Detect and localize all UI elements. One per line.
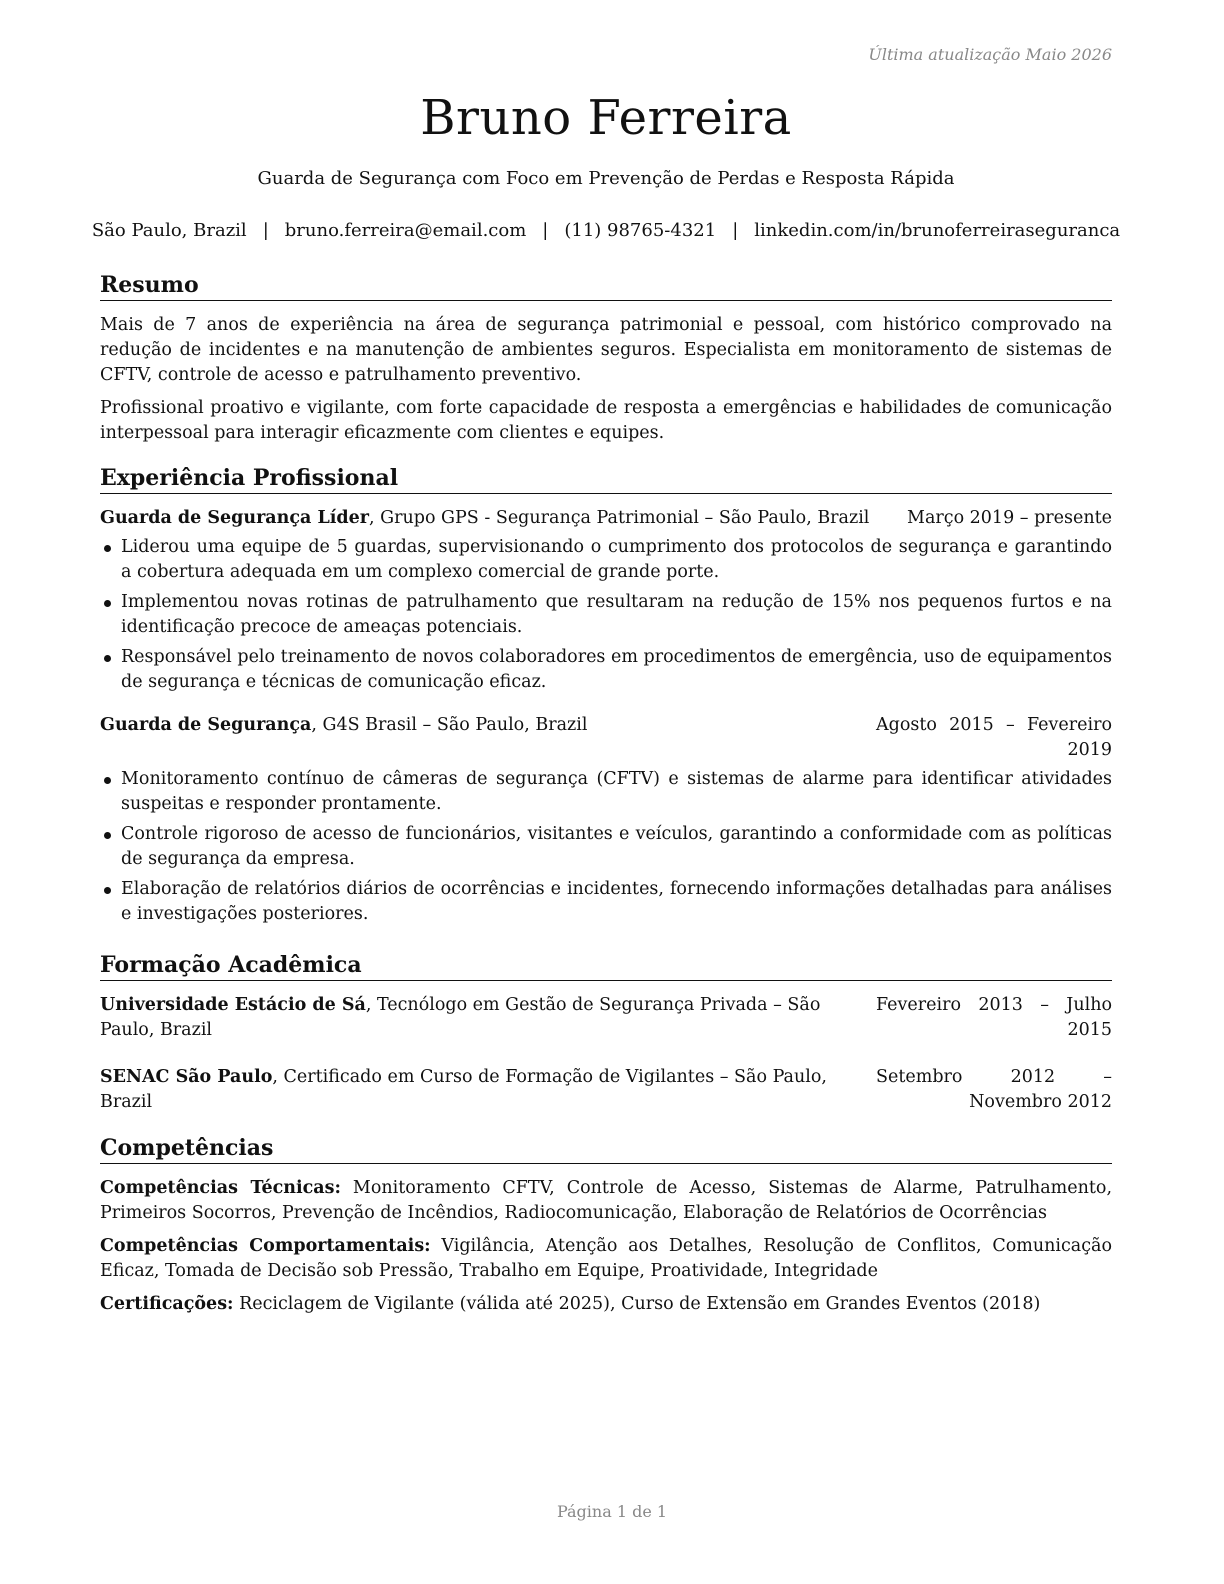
- education-detail: , Tecnólogo em Gestão de Segurança Privada – São Paulo, Brazil: [100, 995, 821, 1040]
- contact-separator: |: [542, 220, 549, 241]
- skill-text: Reciclagem de Vigilante (válida até 2025), Curso de Extensão em Grandes Eventos (2018): [233, 1294, 1041, 1314]
- summary-section: [100, 271, 1112, 454]
- list-item: Monitoramento contínuo de câmeras de segurança (CFTV) e sistemas de alarme para identificar atividades suspeitas e responder prontamente.: [100, 767, 1112, 817]
- summary-paragraph: Mais de 7 anos de experiência na área de segurança patrimonial e pessoal, com histórico comprovado na redução de incidentes e na manutenção de ambientes seguros. Especialista em monitoramento de sistemas de CFTV, controle de acesso e patrulhamento preventivo.: [100, 315, 1112, 385]
- skill-group: [100, 1234, 1112, 1284]
- skill-group: [100, 1176, 1112, 1226]
- section-title-experience: Experiência Profissional: [100, 464, 1112, 494]
- job-entry: [100, 713, 1112, 927]
- job-role: Guarda de Segurança Líder: [100, 508, 370, 528]
- list-item: Responsável pelo treinamento de novos colaboradores em procedimentos de emergência, uso de equipamentos de segurança e técnicas de comunicação eficaz.: [100, 645, 1112, 695]
- education-section: [100, 951, 1112, 1119]
- job-header: [100, 713, 1112, 763]
- list-item: Controle rigoroso de acesso de funcionários, visitantes e veículos, garantindo a conformidade com as políticas de segurança da empresa.: [100, 822, 1112, 872]
- education-entry: [100, 1065, 1112, 1115]
- bullet-icon: [104, 655, 111, 662]
- contact-line: [60, 219, 1152, 243]
- job-employer: , G4S Brasil – São Paulo, Brazil: [311, 715, 588, 735]
- section-title-summary: Resumo: [100, 271, 1112, 301]
- job-header: [100, 506, 1112, 531]
- skills-section: [100, 1134, 1112, 1325]
- last-updated: Última atualização Maio 2026: [868, 45, 1112, 64]
- contact-linkedin[interactable]: linkedin.com/in/brunoferreiraseguranca: [754, 220, 1121, 241]
- experience-section: [100, 464, 1112, 937]
- education-detail: , Certificado em Curso de Formação de Vigilantes – São Paulo, Brazil: [100, 1067, 827, 1112]
- education-institution: SENAC São Paulo: [100, 1067, 273, 1087]
- page-number: Página 1 de 1: [556, 1502, 668, 1521]
- contact-separator: |: [262, 220, 269, 241]
- education-dates: Fevereiro 2013 – Julho 2015: [876, 995, 1112, 1040]
- bullet-icon: [104, 832, 111, 839]
- job-bullets: [100, 535, 1112, 695]
- job-dates: Março 2019 – presente: [907, 508, 1112, 528]
- bullet-icon: [104, 887, 111, 894]
- section-title-skills: Competências: [100, 1134, 1112, 1164]
- job-employer: , Grupo GPS - Segurança Patrimonial – São Paulo, Brazil: [369, 508, 870, 528]
- bullet-icon: [104, 600, 111, 607]
- contact-phone[interactable]: (11) 98765-4321: [564, 220, 717, 241]
- skill-text: Monitoramento CFTV, Controle de Acesso, Sistemas de Alarme, Patrulhamento, Primeiros Socorros, Prevenção de Incêndios, Radiocomunicação, Elaboração de Relatórios de Ocorrências: [100, 1178, 1113, 1223]
- skill-group: [100, 1292, 1112, 1317]
- list-item: Implementou novas rotinas de patrulhamento que resultaram na redução de 15% nos pequenos furtos e na identificação precoce de ameaças potenciais.: [100, 590, 1112, 640]
- list-item: Liderou uma equipe de 5 guardas, supervisionando o cumprimento dos protocolos de segurança e garantindo a cobertura adequada em um complexo comercial de grande porte.: [100, 535, 1112, 585]
- bullet-icon: [104, 777, 111, 784]
- skill-label: Certificações:: [100, 1294, 234, 1314]
- skill-label: Competências Técnicas:: [100, 1178, 341, 1198]
- summary-paragraph: Profissional proativo e vigilante, com forte capacidade de resposta a emergências e habilidades de comunicação interpessoal para interagir eficazmente com clientes e equipes.: [100, 398, 1112, 443]
- education-entry: [100, 993, 1112, 1043]
- bullet-icon: [104, 545, 111, 552]
- job-role: Guarda de Segurança: [100, 715, 312, 735]
- contact-location: São Paulo, Brazil: [91, 220, 247, 241]
- candidate-name: Bruno Ferreira: [420, 90, 792, 146]
- education-institution: Universidade Estácio de Sá: [100, 995, 366, 1015]
- job-entry: [100, 506, 1112, 695]
- section-title-education: Formação Acadêmica: [100, 951, 1112, 981]
- skill-label: Competências Comportamentais:: [100, 1236, 431, 1256]
- job-dates: Agosto 2015 – Fevereiro 2019: [876, 715, 1112, 760]
- contact-separator: |: [732, 220, 739, 241]
- skill-text: Vigilância, Atenção aos Detalhes, Resolução de Conflitos, Comunicação Eficaz, Tomada de Decisão sob Pressão, Trabalho em Equipe, Proatividade, Integridade: [100, 1236, 1112, 1281]
- education-dates: Setembro 2012 – Novembro 2012: [876, 1067, 1112, 1112]
- list-item: Elaboração de relatórios diários de ocorrências e incidentes, fornecendo informações detalhadas para análises e investigações posteriores.: [100, 877, 1112, 927]
- contact-email[interactable]: bruno.ferreira@email.com: [284, 220, 527, 241]
- headline: Guarda de Segurança com Foco em Prevenção de Perdas e Resposta Rápida: [257, 168, 955, 189]
- job-bullets: [100, 767, 1112, 927]
